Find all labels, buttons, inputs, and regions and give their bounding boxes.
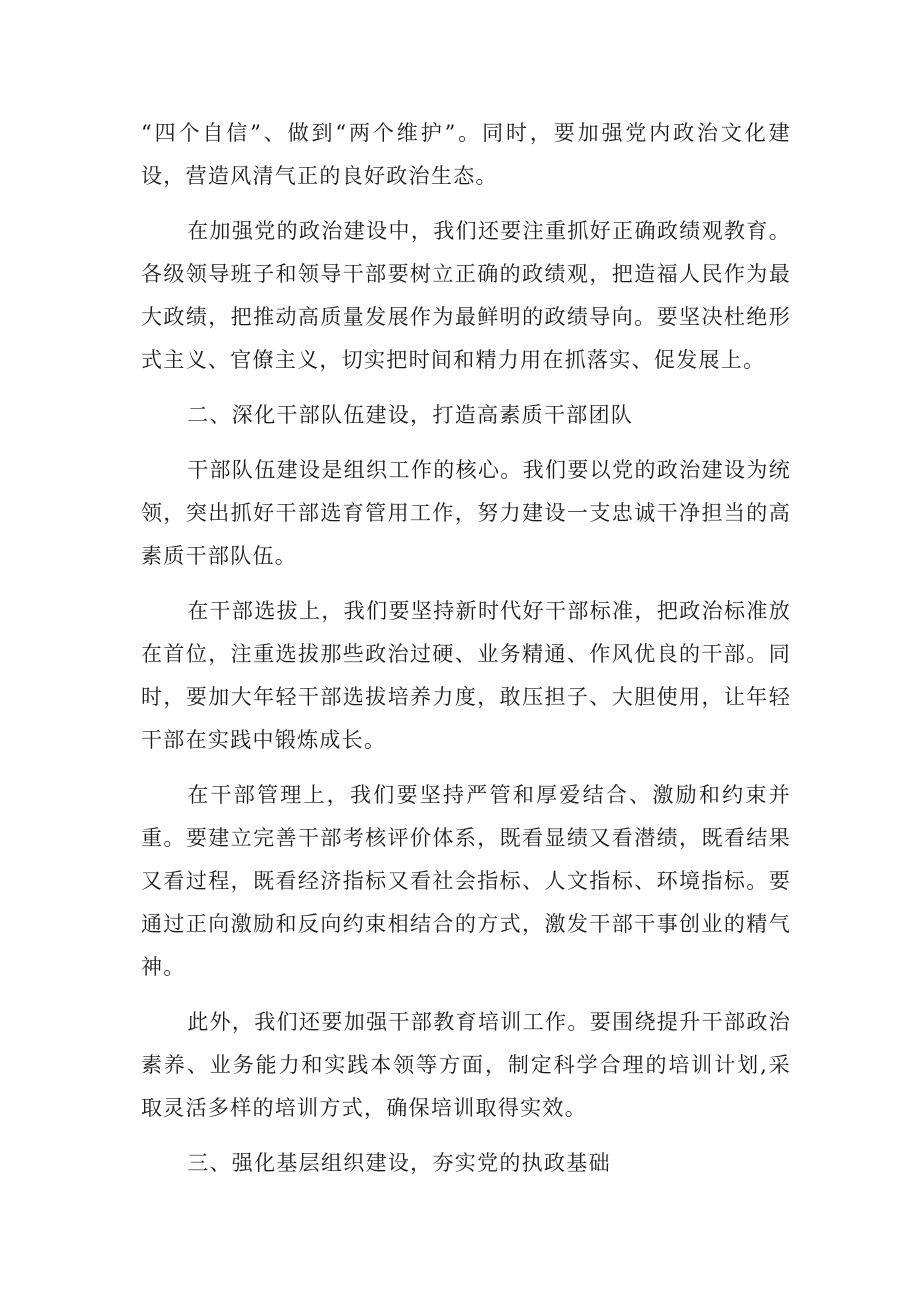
- section-heading-grassroots: 三、强化基层组织建设，夯实党的执政基础: [187, 1151, 611, 1175]
- paragraph-cadre-core: 干部队伍建设是组织工作的核心。我们要以党的政治建设为统领，突出抓好干部选育管用工作，努力建设一支忠诚干净担当的高素质干部队伍。: [141, 458, 791, 568]
- paragraph-political-performance: 在加强党的政治建设中，我们还要注重抓好正确政绩观教育。各级领导班子和领导干部要树立正确的政绩观，把造福人民作为最大政绩，把推动高质量发展作为最鲜明的政绩导向。要坚决杜绝形式主义、官僚主义，切实把时间和精力用在抓落实、促发展上。: [141, 219, 791, 372]
- paragraph-cadre-selection: 在干部选拔上，我们要坚持新时代好干部标准，把政治标准放在首位，注重选拔那些政治过硬、业务精通、作风优良的干部。同时，要加大年轻干部选拔培养力度，敢压担子、大胆使用，让年轻干部在实践中锻炼成长。: [141, 599, 791, 752]
- paragraph-cadre-management: 在干部管理上，我们要坚持严管和厚爱结合、激励和约束并重。要建立完善干部考核评价体系，既看显绩又看潜绩，既看结果又看过程，既看经济指标又看社会指标、人文指标、环境指标。要通过正向激励和反向约束相结合的方式，激发干部干事创业的精气神。: [141, 783, 791, 979]
- section-heading-cadre-team: 二、深化干部队伍建设，打造高素质干部团队: [187, 403, 634, 427]
- paragraph-cadre-training: 此外，我们还要加强干部教育培训工作。要围绕提升干部政治素养、业务能力和实践本领等方面，制定科学合理的培训计划,采取灵活多样的培训方式，确保培训取得实效。: [141, 1010, 791, 1120]
- document-body: [141, 112, 791, 1197]
- paragraph-continuation: “四个自信”、做到“两个维护”。同时，要加强党内政治文化建设，营造风清气正的良好政治生态。: [141, 121, 791, 188]
